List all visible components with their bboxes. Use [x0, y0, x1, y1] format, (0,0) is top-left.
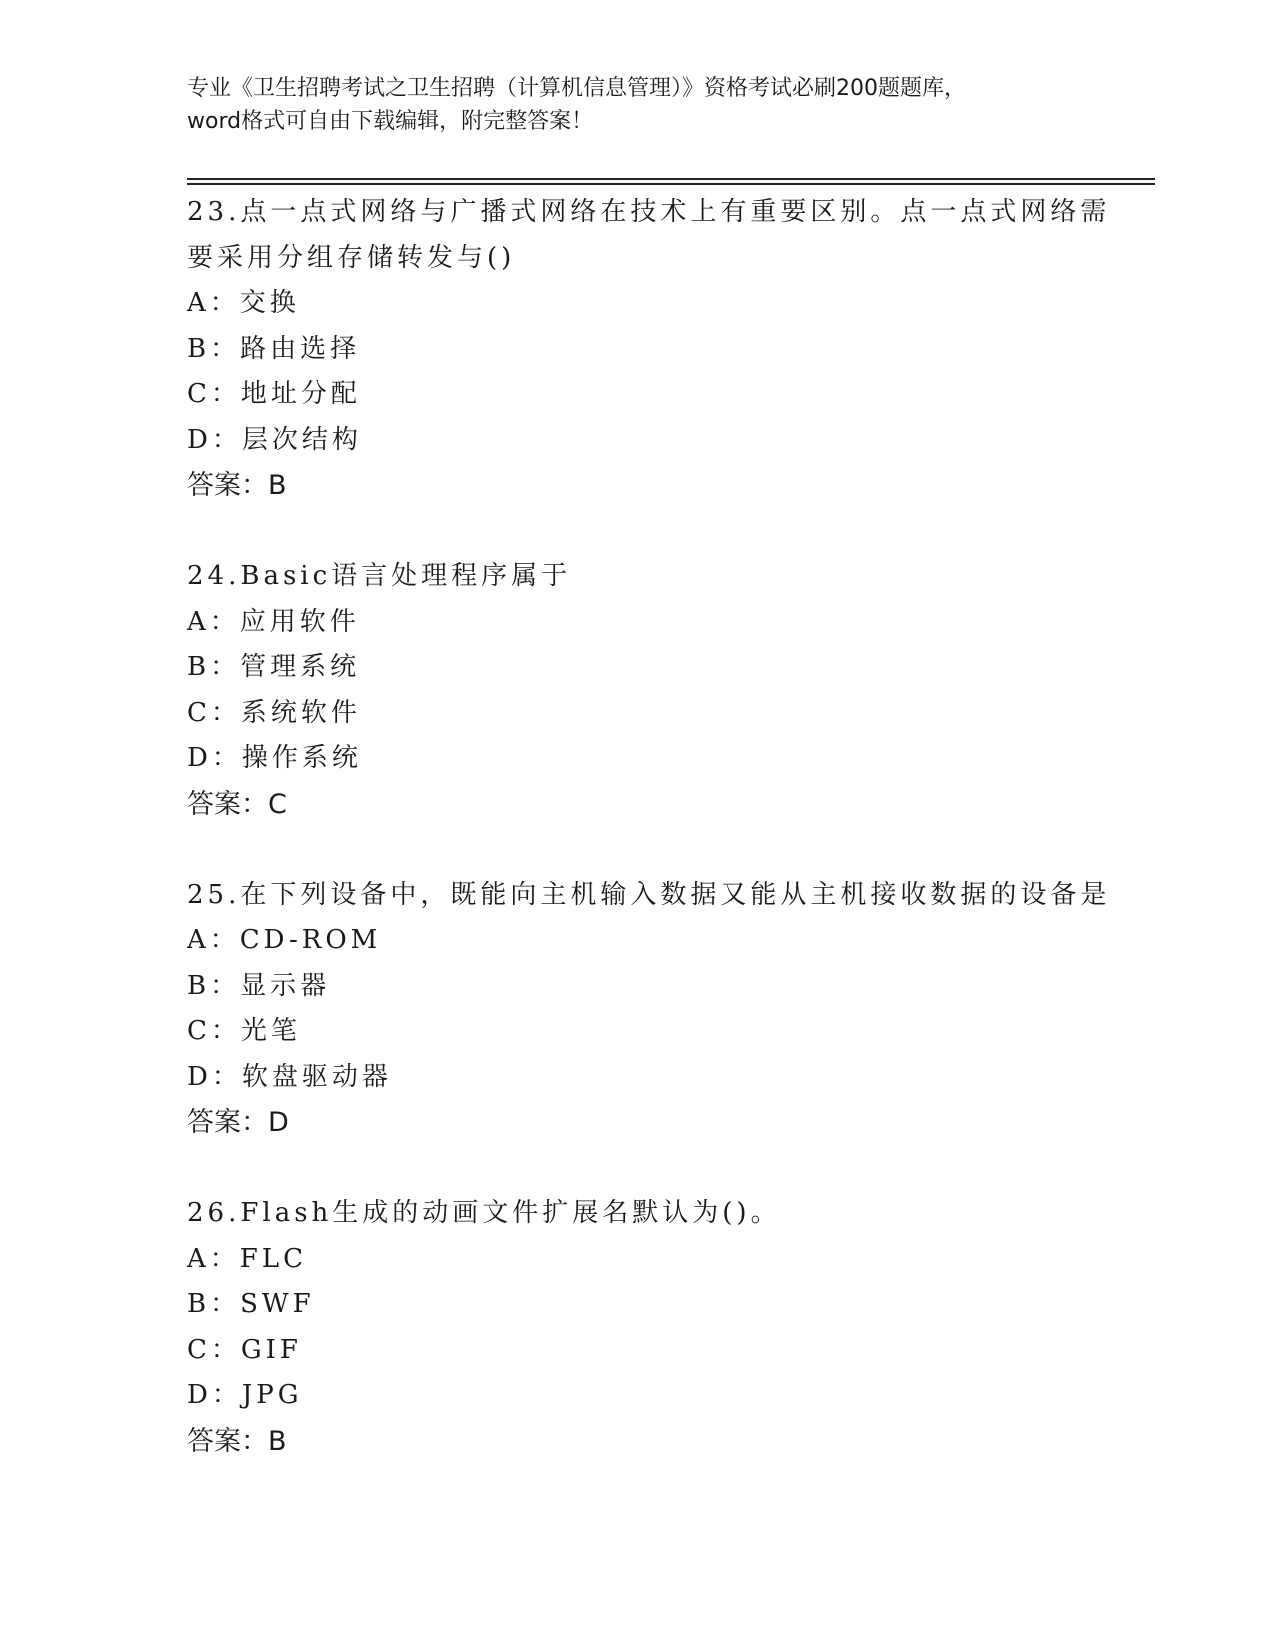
- option-d: D：操作系统: [187, 743, 362, 773]
- question-24: [187, 554, 1147, 873]
- option-c: C：地址分配: [187, 379, 361, 409]
- document-header: [187, 72, 1087, 138]
- question-list: [187, 190, 1147, 1464]
- question-stem-line: 要采用分组存储转发与(): [187, 242, 516, 273]
- option-b: B：显示器: [187, 970, 331, 1001]
- answer-line: 答案：D: [187, 1107, 289, 1138]
- question-stem-line: 23.点一点式网络与广播式网络在技术上有重要区别。点一点式网络需: [187, 197, 1111, 227]
- option-a: A：交换: [187, 288, 300, 318]
- header-divider-top: [187, 178, 1155, 180]
- spacer: [187, 1146, 1147, 1192]
- header-line-1: 专业《卫生招聘考试之卫生招聘（计算机信息管理）》资格考试必刷200题题库，: [187, 76, 966, 101]
- answer-line: 答案：C: [187, 788, 287, 820]
- option-d: D：层次结构: [187, 424, 362, 455]
- header-line-2: word格式可自由下载编辑，附完整答案！: [187, 109, 594, 134]
- question-stem-line: 26.Flash生成的动画文件扩展名默认为()。: [187, 1198, 781, 1228]
- option-d: D：软盘驱动器: [187, 1061, 392, 1092]
- option-a: A：CD-ROM: [187, 925, 382, 955]
- option-b: B：路由选择: [187, 333, 361, 364]
- option-c: C：系统软件: [187, 697, 361, 728]
- option-d: D：JPG: [187, 1380, 303, 1410]
- option-c: C：GIF: [187, 1334, 302, 1365]
- question-26: [187, 1191, 1147, 1464]
- question-25: [187, 873, 1147, 1192]
- option-b: B：SWF: [187, 1289, 315, 1319]
- question-23: [187, 190, 1147, 554]
- option-c: C：光笔: [187, 1016, 301, 1046]
- answer-line: 答案：B: [187, 1425, 287, 1457]
- option-b: B：管理系统: [187, 652, 361, 682]
- option-a: A：FLC: [187, 1243, 307, 1274]
- option-a: A：应用软件: [187, 606, 360, 637]
- question-stem-line: 24.Basic语言处理程序属于: [187, 561, 572, 591]
- answer-line: 答案：B: [187, 470, 287, 501]
- spacer: [187, 509, 1147, 555]
- spacer: [187, 827, 1147, 873]
- question-stem-line: 25.在下列设备中，既能向主机输入数据又能从主机接收数据的设备是: [187, 879, 1111, 910]
- header-divider-bottom: [187, 183, 1155, 185]
